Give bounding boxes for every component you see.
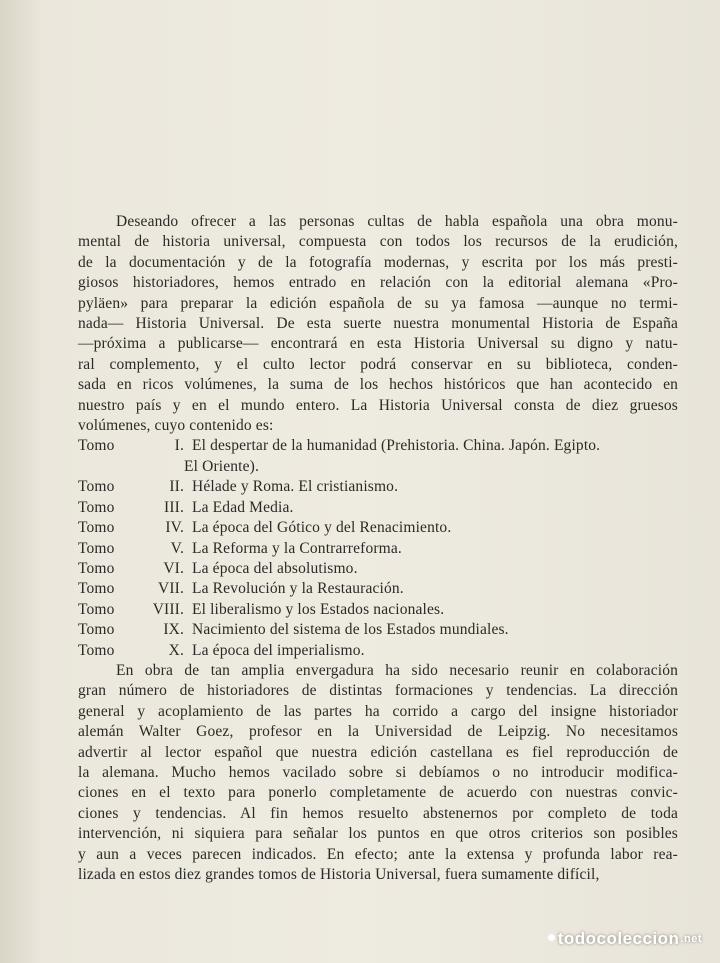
tome-label: Tomo [78,621,115,639]
site-watermark [548,929,702,949]
tome-entry [78,600,678,620]
tome-label: Tomo [78,580,115,598]
text-line: pyläen» para preparar la edición española de su ya famosa —aunque no termi- [78,294,678,312]
text-line: alemán Walter Goez, profesor en la Universidad de Leipzig. No necesitamos [78,723,678,741]
tome-number: IX. [163,621,184,639]
tome-number: VI. [163,559,184,577]
tome-title: La Revolución y la Restauración. [192,580,404,598]
tome-label: Tomo [78,498,115,516]
text-line: ciones en el texto para ponerlo completamente de acuerdo con nuestras convic- [78,784,678,802]
tome-title: El despertar de la humanidad (Prehistoria. China. Japón. Egipto. [192,437,601,455]
tome-title: Hélade y Roma. El cristianismo. [192,478,399,496]
tome-number: X. [168,641,184,659]
dot-icon [548,934,555,941]
tome-label: Tomo [78,559,115,577]
tome-entry [78,436,678,477]
tome-title: El liberalismo y los Estados nacionales. [192,600,445,618]
intro-paragraph [78,212,678,436]
watermark-suffix: .net [680,933,702,945]
text-line: la alemana. Mucho hemos vacilado sobre si debíamos o no introducir modifica- [78,763,678,781]
text-line: giosos historiadores, hemos entrado en relación con la editorial alemana «Pro- [78,274,678,292]
tome-label: Tomo [78,641,115,659]
tome-list [78,436,678,660]
page-text [78,212,678,885]
text-line: nuestro país y en el mundo entero. La Historia Universal consta de diez gruesos [78,396,678,414]
tome-number: III. [164,498,184,516]
text-line: Deseando ofrecer a las personas cultas de habla española una obra monu- [116,213,678,230]
tome-number: I. [174,437,184,455]
tome-title-continuation: El Oriente). [184,457,259,475]
tome-number: IV. [165,519,184,537]
text-line: de la documentación y de la fotografía modernas, y escrita por los más presti- [78,253,678,271]
tome-entry [78,579,678,599]
tome-label: Tomo [78,539,115,557]
tome-title: La época del imperialismo. [192,641,365,659]
tome-entry [78,498,678,518]
tome-number: VII. [158,580,184,598]
tome-title: Nacimiento del sistema de los Estados mundiales. [192,621,509,639]
tome-number: VIII. [152,600,184,618]
tome-number: II. [169,478,184,496]
text-line: gran número de historiadores de distintas formaciones y tendencias. La dirección [78,682,678,700]
tome-label: Tomo [78,519,115,537]
tome-label: Tomo [78,600,115,618]
second-paragraph [78,661,678,885]
tome-label: Tomo [78,478,115,496]
text-line: y aun a veces parecen indicados. En efecto; ante la extensa y profunda labor rea- [78,845,678,863]
text-line: mental de historia universal, compuesta con todos los recursos de la erudición, [78,233,678,251]
text-line: volúmenes, cuyo contenido es: [78,417,274,435]
text-line: ciones y tendencias. Al fin hemos resuelto abstenernos por completo de toda [78,804,678,822]
tome-entry [78,641,678,661]
text-line: nada— Historia Universal. De esta suerte nuestra monumental Historia de España [78,315,678,333]
tome-entry [78,518,678,538]
text-line: ral complemento, y el culto lector podrá conservar en su biblioteca, conden- [78,355,678,373]
watermark-brand: todocoleccion [557,929,680,948]
text-line: intervención, ni siquiera para señalar los puntos en que otros criterios son posibles [78,825,678,843]
tome-title: La época del Gótico y del Renacimiento. [192,519,452,537]
tome-label: Tomo [78,437,115,455]
text-line: advertir al lector español que nuestra edición castellana es fiel reproducción de [78,743,678,761]
tome-entry [78,620,678,640]
text-line: lizada en estos diez grandes tomos de Historia Universal, fuera sumamente difícil, [78,866,600,883]
tome-title: La Reforma y la Contrarreforma. [192,539,402,557]
tome-entry [78,559,678,579]
tome-entry [78,539,678,559]
text-line: —próxima a publicarse— encontrará en esta Historia Universal su digno y natu- [78,335,678,353]
text-line: En obra de tan amplia envergadura ha sido necesario reunir en colaboración [116,661,678,679]
tome-title: La época del absolutismo. [192,559,358,577]
tome-title: La Edad Media. [192,498,294,516]
tome-number: V. [170,539,184,557]
text-line: sada en ricos volúmenes, la suma de los hechos históricos que han acontecido en [78,376,678,394]
text-line: general y acoplamiento de las partes ha corrido a cargo del insigne historiador [78,702,678,720]
tome-entry [78,477,678,497]
